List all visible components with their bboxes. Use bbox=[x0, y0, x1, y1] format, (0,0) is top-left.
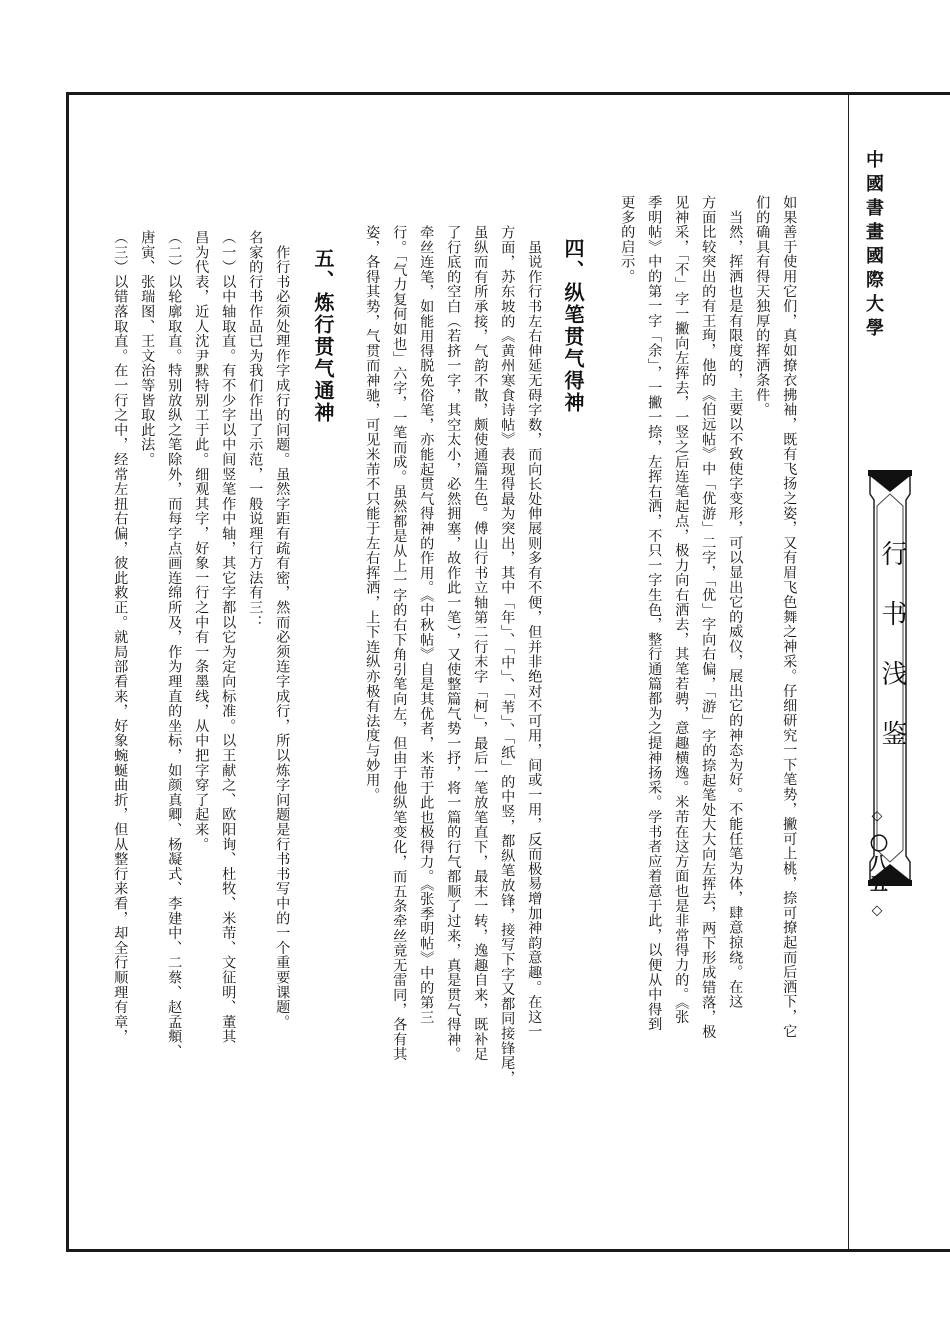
text-column: 虽说作行书左右伸延无碍字数，而向长处伸展则多有不便，但并非绝对不可用，间或一用，反而极易增加神韵意趣。在这一 bbox=[526, 225, 543, 1039]
text-column: 季明帖》中的第一字「余」，一撇一捺，左挥右洒，不只一字生色，整行通篇都为之提神扬采。学书者应着意于此，以便从中得到 bbox=[646, 195, 663, 1032]
page-ornament-bottom: ◇ bbox=[869, 902, 885, 921]
text-column: 方面，苏东坡的《黄州寒食诗帖》表现得最为突出，其中「年」、「中」、「苇」、「纸」的中竖，都纵笔放锋，接写下字又都同接锋尾， bbox=[499, 225, 516, 1086]
text-column: 们的确具有得天独厚的挥洒条件。 bbox=[754, 195, 771, 417]
text-column: 行。「气力复何如也」六字，一笔而成。虽然都是从上一字的右下角引笔向左，但由于他纵笔变化，而五条牵丝竟无雷同，各有其 bbox=[391, 225, 408, 1062]
running-title: 中國書畫國際大學 bbox=[863, 150, 884, 342]
text-column: 昌为代表，近人沈尹默特别工于此。细观其字，好象一行之中有一条墨线，从中把字穿了起来。 bbox=[193, 230, 210, 852]
text-column: 姿，各得其势，气贯而神驰，可见米芾不只能于左右挥洒，上下连纵亦极有法度与妙用。 bbox=[364, 225, 381, 803]
margin-divider bbox=[848, 95, 849, 1249]
text-column: （三）以错落取直。在一行之中，经常左扭右偏，彼此救正。就局部看来，好象蜿蜒曲折，但从整行来看，却全行顺理有章， bbox=[112, 230, 129, 1044]
page-number-text: 〇八五 bbox=[867, 834, 888, 895]
text-column: 见神采，「不」字一撇向左挥去，一竖之后连笔起点，极力向右洒去，其笔若骋，意趣横逸。米芾在这方面也是非常得力的。《张 bbox=[673, 195, 690, 1025]
text-column: 了行底的空白（若挤一字，其空太小，必然拥塞，故作此一笔），又使整篇气势一抒，将一篇的行气都顺了过来，真是贯气得神。 bbox=[445, 225, 462, 1062]
page-ornament-top: ◇ bbox=[869, 808, 885, 826]
text-column: 虽纵而有所承接，气韵不散，颇使通篇生色。傅山行书立轴第二行末字「柯」，最后一笔放笔直下，最末一转，逸趣自来，既补足 bbox=[472, 225, 489, 1062]
text-column: （一）以中轴取直。有不少字以中间竖笔作中轴，其它字都以它为定向标准。以王献之、欧阳询、杜牧、米芾、文征明、董其 bbox=[220, 230, 237, 1044]
text-column: 方面比较突出的有王珣，他的《伯远帖》中「优游」二字，「优」字向右偏，「游」字的捺起笔处大大向左挥去，两下形成错落，极 bbox=[700, 195, 717, 1040]
section-heading: 四、纵笔贯气得神 bbox=[561, 238, 585, 414]
text-column: 唐寅、张瑞图、王文治等皆取此法。 bbox=[139, 230, 156, 467]
page-number bbox=[864, 808, 890, 921]
text-column: （二）以轮廓取直。特别放纵之笔除外，而每字点画连绵所及，作为理直的坐标，如颜真卿、杨凝式、李建中、二蔡、赵孟頫、 bbox=[166, 230, 183, 1059]
section-heading: 五、炼行贯气通神 bbox=[311, 248, 335, 424]
text-column: 更多的启示。 bbox=[619, 195, 636, 284]
text-column: 当然，挥洒也是有限度的，主要以不致使字变形，可以显出它的威仪，展出它的神态为好。不能任笔为体，肆意掠绕。在这 bbox=[727, 195, 744, 1009]
text-column: 如果善于使用它们，真如撩衣拂袖，既有飞扬之姿，又有眉飞色舞之神采。仔细研究一下笔势，撇可上桃，捺可撩起而后洒下，它 bbox=[781, 195, 798, 1039]
book-title: 行书浅鉴 bbox=[877, 540, 907, 780]
text-column: 名家的行书作品已为我们作出了示范，一般说理行方法有三： bbox=[247, 230, 264, 630]
text-column: 作行书必须处理作字成行的问题。虽然字距有疏有密，然而必须连字成行，所以炼字问题是行书书写中的一个重要课题。 bbox=[274, 230, 291, 1030]
text-column: 牵丝连笔，如能用得脱免俗笔，亦能起贯气得神的作用。《中秋帖》自是其优者，米芾于此也极得力。《张季明帖》中的第三 bbox=[418, 225, 435, 1025]
